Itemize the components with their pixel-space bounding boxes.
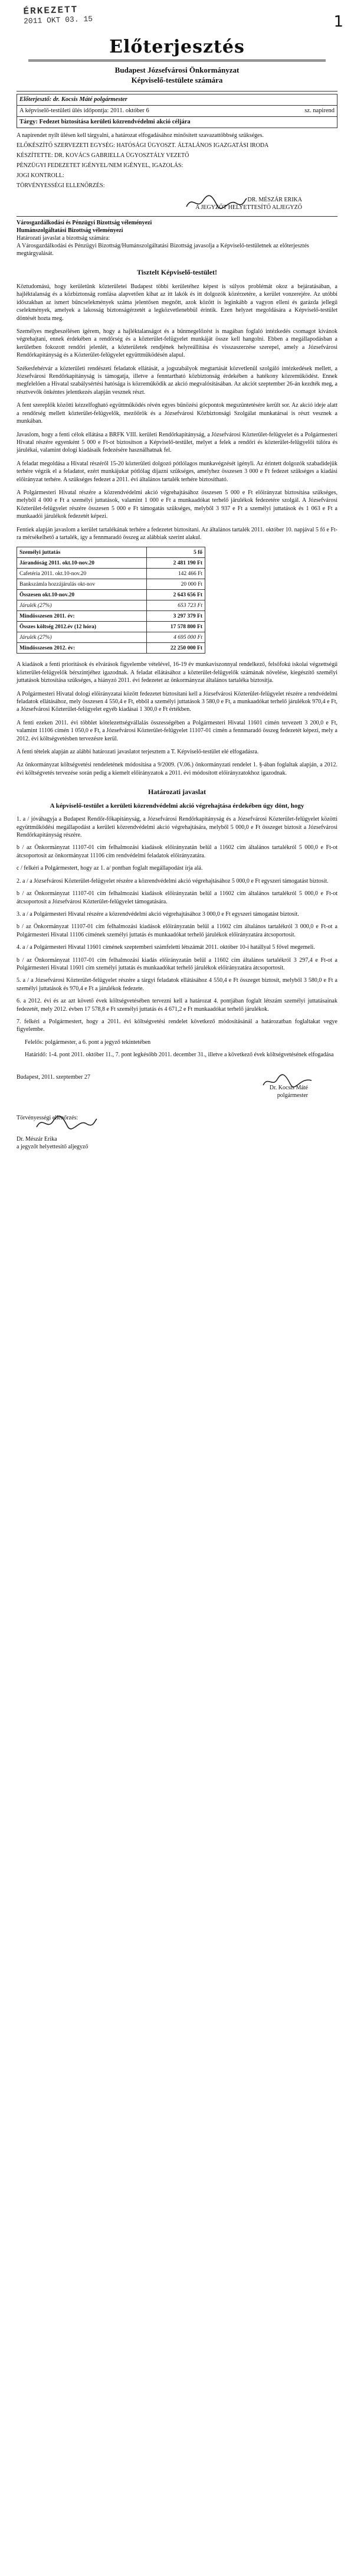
meeting-date: A képviselő-testületi ülés időpontja: 2011. október 6 xyxy=(19,107,149,114)
cost-value: 4 695 000 Ft xyxy=(147,632,205,643)
resolution-item: b / az Önkormányzat 11107-01 cím felhalmozási kiadások előirányzatán belül a 11602 cím általános tartalékról 3 000,0 e Ft-ot a Polgármesteri Hivatal 11106 címének személyi juttatás és munkaadókat terhelő járulékok előirányzatára átcsoportosít. xyxy=(17,923,337,938)
document-title: Előterjesztés xyxy=(109,37,245,57)
cost-label: Személyi juttatás xyxy=(17,547,147,558)
meta-line-legal: JOGI KONTROLL: xyxy=(17,172,64,179)
cost-label: Bankszámla hozzájárulás okt-nov xyxy=(17,579,147,590)
cost-value: 2 643 656 Ft xyxy=(147,590,205,600)
meta-block xyxy=(17,132,337,190)
committee-proposal-label: Határozati javaslat a bizottság számára: xyxy=(17,235,110,241)
cost-value: 22 250 000 Ft xyxy=(147,643,205,654)
cost-table-row xyxy=(17,558,205,569)
cost-table-row xyxy=(17,547,205,558)
stamp-date: 2011 OKT 03. 15 xyxy=(23,14,93,26)
presenter-row xyxy=(17,94,337,106)
mayor-name: Dr. Kocsis Máté xyxy=(269,1084,308,1091)
meta-line-session: A napirendet nyílt ülésen kell tárgyalni, a határozat elfogadásához minősített szavazattöbbség szükséges. xyxy=(17,132,264,139)
cost-label: Összes költség 2012.év (12 hóra) xyxy=(17,622,147,632)
body-paragraphs-2 xyxy=(17,661,337,777)
committee-finance: Városgazdálkodási és Pénzügyi Bizottság véleményezi xyxy=(17,220,152,226)
resolution-items xyxy=(17,815,337,1034)
approver-name: DR. MÉSZÁR ERIKA xyxy=(247,197,302,203)
presenter: Előterjesztő: dr. Kocsis Máté polgármester xyxy=(19,96,127,103)
meta-line-prepared: KÉSZÍTETTE: DR. KOVÁCS GABRIELLA ÜGYOSZTÁLY VEZETŐ xyxy=(17,152,189,159)
title-divider xyxy=(28,60,326,61)
cost-label: Mindösszesen 2012. év: xyxy=(17,643,147,654)
subtitle-divider xyxy=(17,91,337,92)
resolution-title: Határozati javaslat xyxy=(148,788,206,796)
cost-value: 2 481 190 Ft xyxy=(147,558,205,569)
responsible: Felelős: polgármester, a 6. pont a jegyző tekintetében xyxy=(25,1039,151,1046)
resolution-item: 5. a / a Józsefvárosi Közterület-felügyelet részére a tárgyi feladatok ellátásához 4 550,4 e Ft összeget biztosít, melyből 3 580,0 e Ft a személyi juttatások és 970,4 e Ft a járulékok fedezete. xyxy=(17,977,337,992)
signature-icon xyxy=(261,1072,314,1090)
cost-label: Összesen okt.10-nov.20 xyxy=(17,590,147,600)
subtitle-municipality: Budapest Józsefvárosi Önkormányzat xyxy=(114,66,240,74)
legal-name: Dr. Mészár Erika xyxy=(17,1135,57,1142)
resolution-item: 4. a / a Polgármesteri Hivatal 11601 címének szeptemberi számfeletti létszámát 2011. október 10-i hatállyal 5 fővel megemeli. xyxy=(17,944,315,951)
resolution-intro: A képviselő-testület a kerületi közrendvédelmi akció végrehajtása érdekében úgy dönt, hogy xyxy=(50,802,304,810)
cost-label: Járandóság 2011. okt.10-nov.20 xyxy=(17,558,147,569)
cost-label: Mindösszesen 2011. év: xyxy=(17,611,147,622)
meta-line-lawful: TÖRVÉNYESSÉGI ELLENŐRZÉS: xyxy=(17,182,105,189)
approver-title: A JEGYZŐT HELYETTESÍTŐ ALJEGYZŐ xyxy=(195,204,302,211)
paragraph: Fentiek alapján javaslom a kerület tartalékának terhére a fedezetet biztosítani. Az általános tartalék 2011. október 10. napjával 5 fő e Ft-ra mérsékelhető a tartalék, így a fennmaradó összeg az alábbiak szerint alakul. xyxy=(17,526,337,541)
paragraph: A Polgármesteri Hivatal dologi előirányzatai között fedezetet biztosítani kell a Józsefvárosi Közterület-felügyelet részére a rendvédelmi feladatok ellátásához, mely összesen 4 550,4 e Ft, ebből a személyi juttatások 3 580,0 e Ft, a munkaadókat terhelő járulékok 970,4 e Ft, a Józsefvárosi Közterület-felügyelet egyéb kiadásai 1 300,0 e Ft értékben. xyxy=(17,690,337,713)
subject: Tárgy: Fedezet biztosítása kerületi közrendvédelmi akció céljára xyxy=(19,119,191,125)
subtitle-body: Képviselő-testülete számára xyxy=(131,76,223,84)
cost-table-row xyxy=(17,622,205,632)
committee-proposal-text: A Városgazdálkodási és Pénzügyi Bizottság/Humánszolgáltatási Bizottság javasolja a Képviselő-testületnek az előterjesztés megtárgyalását. xyxy=(17,243,309,257)
cost-table-row xyxy=(17,590,205,600)
legal-signature-block xyxy=(17,1125,146,1151)
cost-table-row xyxy=(17,600,205,611)
resolution-item: b / az Önkormányzat 11107-01 cím felhalmozási kiadások előirányzatán belül a 11602 cím általános tartalékról 5 000,0 e Ft-ot átcsoportosít a Józsefvárosi Közterület-felügyelet támogatására. xyxy=(17,890,337,905)
corner-number: 1 xyxy=(333,13,343,31)
approver-block xyxy=(17,196,337,211)
cost-label: Járulék (27%) xyxy=(17,632,147,643)
paragraph: A kiadások a fenti prioritások és elvárások figyelembe vételével, 16-19 év munkaviszonnyal rendelkező, felsőfokú iskolai végzettségű közterület-felügyelők bérszintjéhez igazodnak. A feladat ellátásához a közterület-felügyelők számának növelése, kiegészítő személyi juttatások biztosítása szükséges, a hiányzó 2011. évi fedezetet az önkormányzat általános tartaléka biztosítja. xyxy=(17,661,337,684)
paragraph: Székesfehérvár a közterületi rendészeti feladatok ellátását, a jogszabályok megtartását közvetlenül szolgáló intézkedések mellett, a Józsefvárosi Rendőrkapitányság is támogatja, illetve a fenntartható közbiztonság érdekében a hatékony közreműködést. Ennek megfelelően a Hivatal szabálysértési hatósága is közreműködik az akció megvalósításában. Az akciót szeptember 26-án kezdték meg, a résztvevők önkéntes jelentkezés alapján vesznek részt. xyxy=(17,365,337,396)
cost-label: Járulék (27%) xyxy=(17,600,147,611)
resolution-item: 1. a / jóváhagyja a Budapest Rendőr-főkapitányság, a Józsefvárosi Rendőrkapitányság és a Józsefvárosi Közterület-felügyelet közötti együttműködési megállapodást a kerületi közrendvédelmi akció végrehajtására, melyből 5 000,0 e Ft összeget biztosít a Józsefvárosi Rendőrkapitányság részére. xyxy=(17,816,337,839)
deadline: Határidő: 1-4. pont 2011. október 11., 7. pont legkésőbb 2011. december 31., illetve a következő évek költségvetésének elfogadása xyxy=(25,1051,334,1058)
stamp-head: ÉRKEZETT xyxy=(23,4,78,17)
cost-value: 5 fő xyxy=(147,547,205,558)
meta-line-finance: PÉNZÜGYI FEDEZETET IGÉNYEL/NEM IGÉNYEL, IGAZOLÁS: xyxy=(17,162,183,169)
intro-title: Tisztelt Képviselő-testület! xyxy=(136,268,218,276)
paragraph: Személyes megbeszélésen ígérem, hogy a hajléktalanságot és a bűnmegelőzést is magában foglaló intézkedés csomagot kívánok végrehajtani, ennek érdekében a rendőrség és a közterület-felügyelet munkáját össze kell hangolni. Ebben a megállapodásban a kerületben fokozott rendőri jelenlét, a közterületek rendjének helyreállítása és visszaszerzése szerepel, amely a Józsefvárosi Rendőrkapitányság és a Közterület-felügyelet együttműködésén alapul. xyxy=(17,328,337,359)
cost-value: 17 578 800 Ft xyxy=(147,622,205,632)
resolution-item: b / az Önkormányzat 11107-01 cím felhalmozási kiadások előirányzatán belül a 11602 cím általános tartalékról 5 000,0 e Ft-ot átcsoportosít az önkormányzat 11106 cím rendvédelmi feladatok előirányzatára. xyxy=(17,844,337,859)
subject-row xyxy=(17,117,337,128)
resolution-item: c / felkéri a Polgármestert, hogy az 1. a/ pontban foglalt megállapodást írja alá. xyxy=(17,865,203,872)
paragraph: A fenti ezeken 2011. évi többlet kötelezettségvállalás összességében a Polgármesteri Hivatal 11601 címén tervezett 3 200,0 e Ft, valamint 11106 címén 1 050,0 e Ft, a Józsefvárosi Közterület-felügyelet 11107-01 címén a fennmaradó összeg fedezetét képezi, mely a 2012. évi költségvetésben tervezésre kerül. xyxy=(17,719,337,742)
resolution-item: 3. a / a Polgármesteri Hivatal részére a közrendvédelmi akció végrehajtásához 3 000,0 e Ft egyszeri támogatást biztosít. xyxy=(17,910,299,918)
committee-human: Humánszolgáltatási Bizottság véleményezi xyxy=(17,227,123,234)
mayor-title: polgármester xyxy=(277,1092,308,1099)
paragraph: A feladat megoldása a Hivatal részéről 15-20 közterületi dolgozó pótlólagos munkavégzését igényli. Az érintett dolgozók szabadidejük terhére végzik el a feladatot, ezért munkájukat pótlólag díjazni szükséges, amelyhez összesen 3 000 e Ft fedezet szükséges a kiadási előirányzat terhére. A szükséges fedezet a 2011. évi általános tartalék terhére biztosítható. xyxy=(17,460,337,483)
header-box xyxy=(17,94,337,128)
cost-table-row xyxy=(17,579,205,590)
paragraph: Köztudomású, hogy kerületünk közterületei Budapest többi kerületéhez képest is súlyos problémát okoz a bejáratásában, a hajléktalanság és a közbiztonság romlása alapvetően kihat az itt lakók és itt dolgozók közérzetére, a kerület vonzerejére. Az utóbbi időszakban az ismert bűncselekmények száma jelentősen megnőtt, azok között is leginkább a vagyon elleni és garázda jellegű cselekmények, amelyek a lakosság biztonságérzetét a legközvetlenebbül érintik. Ezen helyzet megoldására a Képviselő-testület döntését hozta meg. xyxy=(17,283,337,322)
cost-value: 653 723 Ft xyxy=(147,600,205,611)
resolution-item: 2. a / a Józsefvárosi Közterület-felügyelet részére a közrendvédelmi akció végrehajtásához 5 000,0 e Ft egyszeri támogatást biztosít. xyxy=(17,877,329,884)
paragraph: Az önkormányzat költségvetési rendeletének módosítása a 9/2009. (V.06.) önkormányzati rendelet 1. §-ában foglaltak alapján, a 2012. évi költségvetés tervezése során pedig a kiemelt előirányzatok a 2011. évi módosított előirányzatokhoz igazodnak. xyxy=(17,762,337,776)
paragraph: A Polgármesteri Hivatal részére a közrendvédelmi akció végrehajtásához összesen 5 000 e Ft előirányzat biztosítása szükséges, melyből 4 000 e Ft a személyi juttatások, valamint 1 000 e Ft a munkaadókat terhelő járulékok fedezetére szolgál. A Józsefvárosi Közterület-felügyelet részére összesen 5 000 e Ft támogatás szükséges, melyből 3 937 e Ft a személyi juttatások és 1 063 e Ft a munkaadói járulékok fedezetét képezi. xyxy=(17,489,337,520)
committee-block xyxy=(17,216,337,257)
cost-value: 20 000 Ft xyxy=(147,579,205,590)
legal-check-label: Törvényességi ellenőrzés: xyxy=(17,1114,78,1121)
resolution-item: 6. a 2012. évi és az azt követő évek költségvetésében tervezni kell a határozat 4. pontjában foglalt létszám személyi juttatásainak fedezetét, mely 2012. évben 17 578,8 e Ft személyi juttatás és 4 671,2 e Ft munkaadókat terhelő járulékok. xyxy=(17,998,337,1013)
paragraph: A fent szereplők közötti kézzelfogható együttműködés révén egyes bűnözési gócpontok megszüntetésére került sor. Az akció ideje alatt a rendőrség mellett közterület-felügyelők, mezőőrök és a Józsefvárosi Közbiztonsági Szolgálat munkatársai is részt vesznek a munkában. xyxy=(17,402,337,425)
agenda-number: sz. napirend xyxy=(304,107,335,114)
paragraph: Javaslom, hogy a fenti célok ellátása a BRFK VIII. kerületi Rendőrkapitányság, a Józsefvárosi Közterület-felügyelet és a Polgármesteri Hivatal részére egyenként 5 000 e Ft-ot biztosítson a Képviselő-testület, melyet a felek a rendőri és közterület-felügyelői túlóra és járulékai, valamint dologi kiadásaik fedezésére használhatnak fel. xyxy=(17,431,337,454)
cost-table-row xyxy=(17,611,205,622)
paragraph: A fenti tételek alapján az alábbi határozati javaslatot terjesztem a T. Képviselő-testület elé elfogadásra. xyxy=(17,749,259,756)
cost-table xyxy=(17,547,205,654)
cost-value: 3 297 379 Ft xyxy=(147,611,205,622)
meta-line-unit: ELŐKÉSZÍTŐ SZERVEZETI EGYSÉG: HATÓSÁGI ÜGYOSZT. ÁLTALÁNOS IGAZGATÁSI IRODA xyxy=(17,142,269,149)
signature-icon xyxy=(34,1113,99,1133)
footer-date: Budapest, 2011. szeptember 27 xyxy=(17,1073,90,1080)
cost-label: Cafetéria 2011. okt.10-nov.20 xyxy=(17,569,147,579)
resolution-item: b / az Önkormányzat 11107-01 cím felhalmozási kiadás előirányzatán belül a 11602 cím általános tartalékról 3 297,4 e Ft-ot a Polgármesteri Hivatal 11601 cím személyi juttatás és munkaadókat terhelő járulékok előirányzatára átcsoportosít. xyxy=(17,956,337,971)
legal-title: a jegyzőt helyettesítő aljegyző xyxy=(17,1143,88,1150)
signature-icon xyxy=(184,192,249,213)
cost-table-row xyxy=(17,569,205,579)
resolution-item: 7. felkéri a Polgármestert, hogy a 2011. évi költségvetési rendelet következő módosításánál a határozatban foglaltakat vegye figyelembe. xyxy=(17,1018,337,1033)
cost-table-row xyxy=(17,643,205,654)
received-stamp xyxy=(23,3,113,34)
cost-value: 142 466 Ft xyxy=(147,569,205,579)
body-paragraphs xyxy=(17,283,337,541)
cost-table-row xyxy=(17,632,205,643)
mayor-signature-block xyxy=(17,1084,337,1099)
meeting-row xyxy=(17,106,337,117)
